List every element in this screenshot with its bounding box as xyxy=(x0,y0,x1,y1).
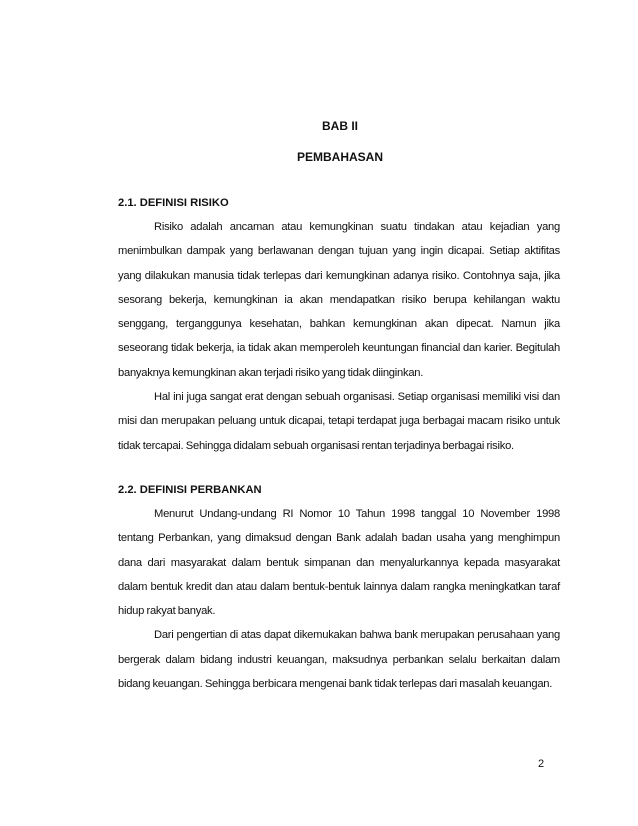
paragraph: Hal ini juga sangat erat dengan sebuah organisasi. Setiap organisasi memiliki visi dan misi dan merupakan peluang untuk dicapai, tetapi terdapat juga berbagai macam risiko untuk tidak tercapai. Sehingga didalam sebuah organisasi rentan terjadinya berbagai risiko. xyxy=(118,391,560,452)
page-number: 2 xyxy=(538,758,545,770)
section-heading: 2.2. DEFINISI PERBANKAN xyxy=(118,483,262,496)
section-body xyxy=(118,502,560,696)
chapter-title: PEMBAHASAN xyxy=(296,150,383,164)
section-heading: 2.1. DEFINISI RISIKO xyxy=(118,197,229,209)
section-body xyxy=(118,215,560,458)
paragraph: Menurut Undang-undang RI Nomor 10 Tahun 1998 tanggal 10 November 1998 tentang Perbankan, yang dimaksud dengan Bank adalah badan usaha yang menghimpun dana dari masyarakat dalam bentuk simpanan dan menyalurkannya kepada masyarakat dalam bentuk kredit dan atau dalam bentuk-bentuk lainnya dalam rangka meningkatkan taraf hidup rakyat banyak. xyxy=(118,507,560,618)
section-definisi-risiko xyxy=(118,195,560,458)
paragraph: Risiko adalah ancaman atau kemungkinan suatu tindakan atau kejadian yang menimbulkan dampak yang berlawanan dengan tujuan yang ingin dicapai. Setiap aktifitas yang dilakukan manusia tidak terlepas dari kemungkinan adanya risiko. Contohnya saja, jika sesorang bekerja, kemungkinan ia akan mendapatkan risiko berupa kehilangan waktu senggang, terganggunya kesehatan, bahkan kemungkinan akan dipecat. Namun jika seseorang tidak bekerja, ia tidak akan memperoleh keuntungan financial dan karier. Begitulah banyaknya kemungkinan akan terjadi risiko yang tidak diinginkan. xyxy=(118,221,560,379)
paragraph: Dari pengertian di atas dapat dikemukakan bahwa bank merupakan perusahaan yang bergerak dalam bidang industri keuangan, maksudnya perbankan selalu berkaitan dalam bidang keuangan. Sehingga berbicara mengenai bank tidak terlepas dari masalah keuangan. xyxy=(118,629,560,691)
section-definisi-perbankan xyxy=(118,482,560,696)
page-content xyxy=(118,118,560,696)
chapter-number: BAB II xyxy=(322,119,358,133)
